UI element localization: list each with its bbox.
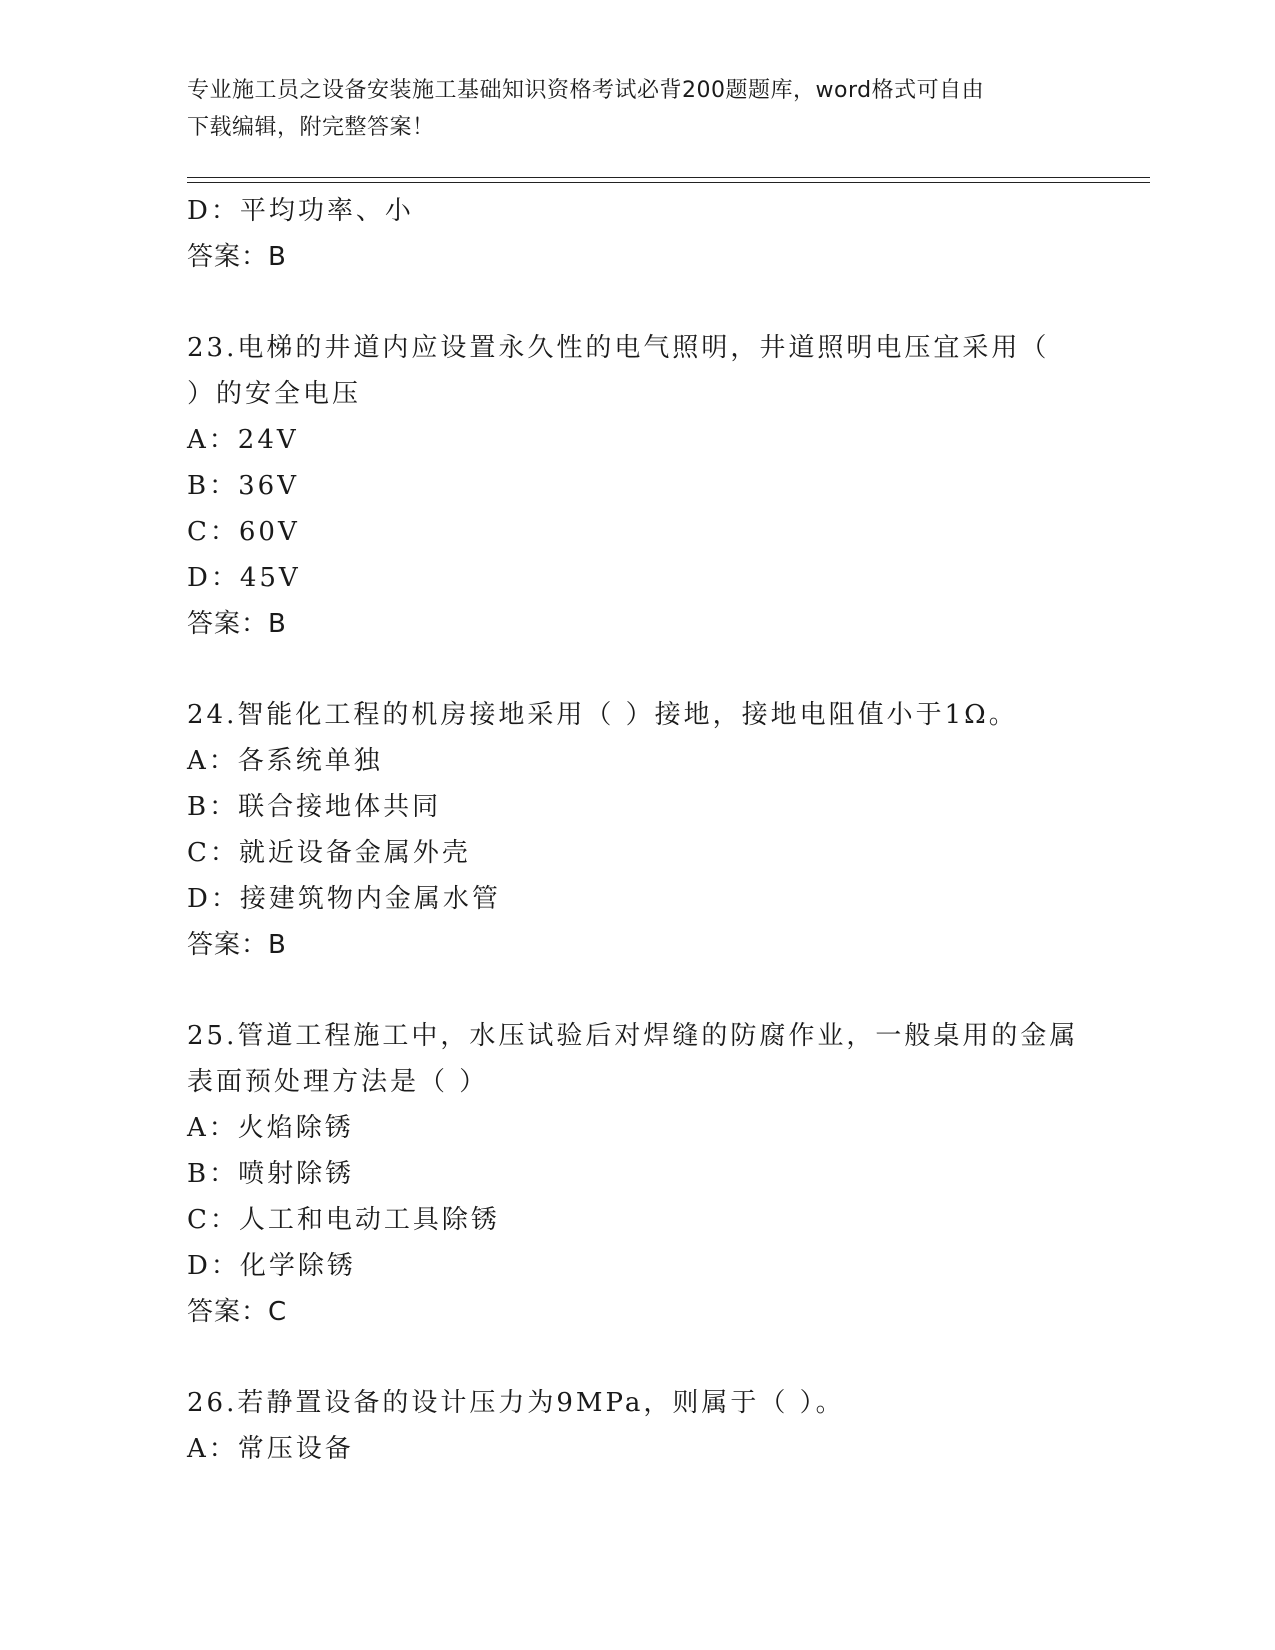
question-24 [187, 692, 1187, 968]
question-stem: 26.若静置设备的设计压力为9MPa，则属于（ ）。 [187, 1388, 845, 1418]
option-b: B：喷射除锈 [187, 1159, 355, 1189]
option-a: A：24V [187, 425, 299, 455]
option-a: A：火焰除锈 [187, 1113, 354, 1143]
spacer [187, 647, 1187, 692]
answer: 答案：C [187, 1297, 288, 1327]
option-d: D：接建筑物内金属水管 [187, 884, 501, 914]
option-b: B：联合接地体共同 [187, 792, 442, 822]
spacer [187, 280, 1187, 325]
option-c: C：就近设备金属外壳 [187, 838, 471, 868]
question-content [187, 188, 1187, 1472]
document-header [187, 72, 1087, 146]
header-divider-bottom [187, 182, 1150, 183]
question-stem: 23.电梯的井道内应设置永久性的电气照明，井道照明电压宜采用（ [187, 333, 1050, 363]
question-23 [187, 325, 1187, 647]
header-divider-top [187, 177, 1150, 178]
prev-option-d: D：平均功率、小 [187, 196, 414, 226]
option-d: D：化学除锈 [187, 1251, 356, 1281]
option-c: C：人工和电动工具除锈 [187, 1205, 500, 1235]
question-stem: 25.管道工程施工中，水压试验后对焊缝的防腐作业，一般桌用的金属 [187, 1021, 1079, 1051]
option-b: B：36V [187, 471, 299, 501]
answer: 答案：B [187, 930, 287, 960]
header-line-2: 下载编辑，附完整答案！ [187, 115, 435, 140]
option-a: A：常压设备 [187, 1434, 354, 1464]
spacer [187, 968, 1187, 1013]
question-stem-continued: 表面预处理方法是（ ） [187, 1067, 489, 1097]
answer: 答案：B [187, 609, 287, 639]
option-c: C：60V [187, 517, 300, 547]
spacer [187, 1335, 1187, 1380]
question-stem: 24.智能化工程的机房接地采用（ ）接地，接地电阻值小于1Ω。 [187, 700, 1018, 730]
header-line-1: 专业施工员之设备安装施工基础知识资格考试必背200题题库，word格式可自由 [187, 78, 985, 103]
question-25 [187, 1013, 1187, 1335]
option-d: D：45V [187, 563, 301, 593]
option-a: A：各系统单独 [187, 746, 383, 776]
question-stem-continued: ）的安全电压 [187, 379, 362, 409]
question-26 [187, 1380, 1187, 1472]
prev-answer: 答案：B [187, 242, 287, 272]
